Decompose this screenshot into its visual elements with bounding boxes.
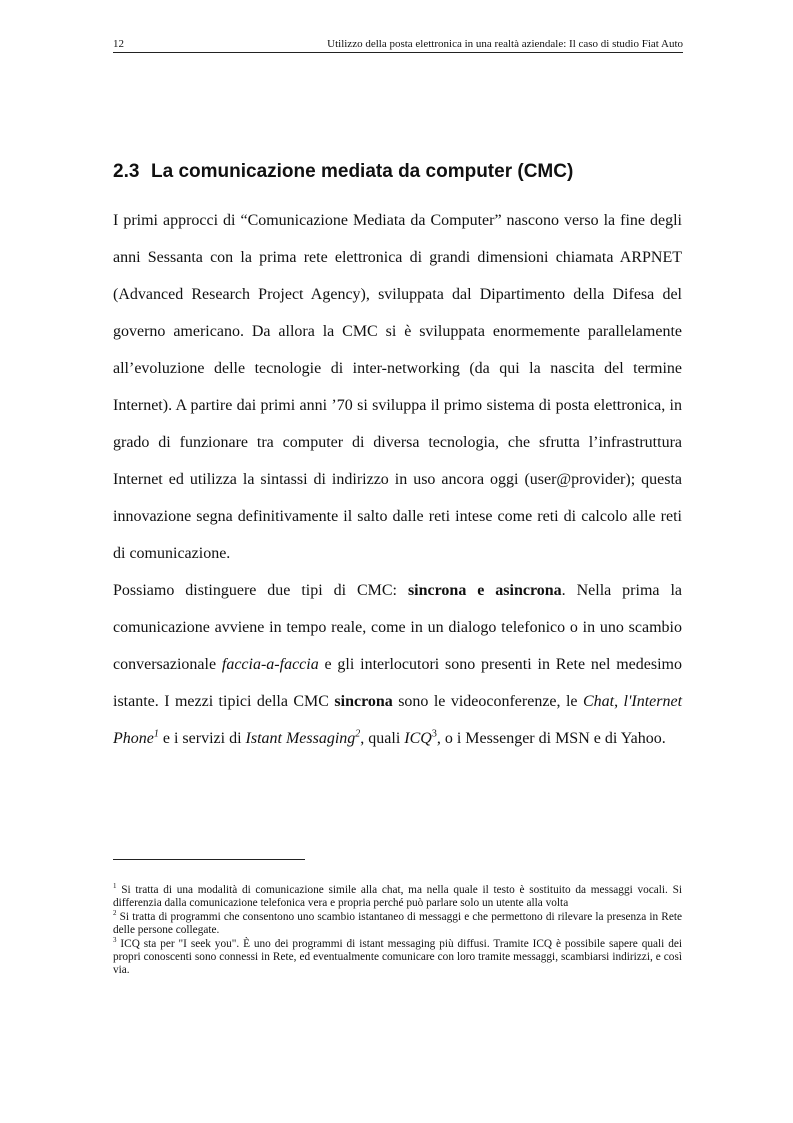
section-number: 2.3: [113, 161, 140, 182]
footnote-3: [113, 938, 682, 977]
p2-italic-icq: ICQ: [404, 730, 432, 747]
footnote-rule: [113, 859, 305, 860]
footnote-1: [113, 884, 682, 910]
p2-bold-sincrona: sincrona: [334, 693, 393, 710]
p2-text: e i servizi di: [158, 730, 246, 747]
footnote-ref-3: 3: [431, 728, 437, 740]
footnote-3-mark: 3: [113, 936, 117, 945]
header-rule: [113, 52, 683, 53]
paragraph-2: [113, 572, 682, 757]
p2-text: . Nella prima la comunicazione avviene in tempo reale, come in un dialogo telefonico o in uno scambio conversazionale: [113, 582, 682, 673]
p2-text: Possiamo distinguere due tipi di CMC:: [113, 582, 408, 599]
footnotes: [113, 884, 682, 978]
footnote-1-mark: 1: [113, 882, 117, 891]
p2-bold-sync-async: sincrona e asincrona: [407, 582, 562, 599]
p2-italic-internet-phone: l'Internet Phone: [113, 693, 683, 747]
footnote-2: [113, 911, 682, 937]
footnote-2-text: Si tratta di programmi che consentono uno scambio istantaneo di messaggi e che permettono di rilevare la presenza in Rete delle persone collegate.: [113, 911, 682, 936]
footnote-2-mark: 2: [113, 909, 117, 918]
paragraph-1: I primi approcci di “Comunicazione Mediata da Computer” nascono verso la fine degli anni Sessanta con la prima rete elettronica di grandi dimensioni chiamata ARPNET (Advanced Research Project Agency), sviluppata dal Dipartimento della Difesa del governo americano. Da allora la CMC si è sviluppata enormemente parallelamente all’evoluzione delle tecnologie di inter-networking (da qui la nascita del termine Internet). A partire dai primi anni ’70 si sviluppa il primo sistema di posta elettronica, in grado di funzionare tra computer di diversa tecnologia, che sfrutta l’infrastruttura Internet ed utilizza la sintassi di indirizzo in uso ancora oggi (user@provider); questa innovazione segna definitivamente il salto dalle reti intese come reti di calcolo alle reti di comunicazione.: [113, 212, 682, 562]
p2-italic-istant-messaging: Istant Messaging: [245, 730, 356, 747]
p2-text: , o i Messenger di MSN e di Yahoo.: [436, 730, 666, 747]
section-title: La comunicazione mediata da computer (CMC): [151, 161, 574, 182]
p2-italic-faccia: faccia-a-faccia: [221, 656, 319, 673]
p2-text: , quali: [360, 730, 405, 747]
footnote-1-text: Si tratta di una modalità di comunicazione simile alla chat, ma nella quale il testo è sostituito da messaggi vocali. Si differenzia dalla comunicazione telefonica vera e propria perché può parlare solo un utente alla volta: [113, 884, 682, 909]
footnote-ref-2-mark: 2: [355, 728, 361, 740]
p2-text: sono le videoconferenze, le: [392, 693, 583, 710]
p2-italic-chat: Chat: [582, 693, 615, 710]
running-title: Utilizzo della posta elettronica in una realtà aziendale: Il caso di studio Fiat Auto: [327, 38, 683, 50]
footnote-3-text: ICQ sta per "I seek you". È uno dei programmi di istant messaging più diffusi. Tramite ICQ è possibile sapere quali dei propri conoscenti sono connessi in Rete, ed eventualmente comunicare con loro tramite messaggi, scambiarsi indirizzi, e così via.: [113, 938, 682, 976]
p2-text: ,: [614, 693, 624, 710]
body-text: [113, 202, 682, 757]
footnote-ref-1-mark: 1: [153, 728, 159, 740]
page-number: 12: [113, 38, 124, 50]
p2-text: e gli interlocutori sono presenti in Rete nel medesimo istante. I mezzi tipici della CMC: [113, 656, 683, 710]
section-heading: [113, 160, 573, 184]
